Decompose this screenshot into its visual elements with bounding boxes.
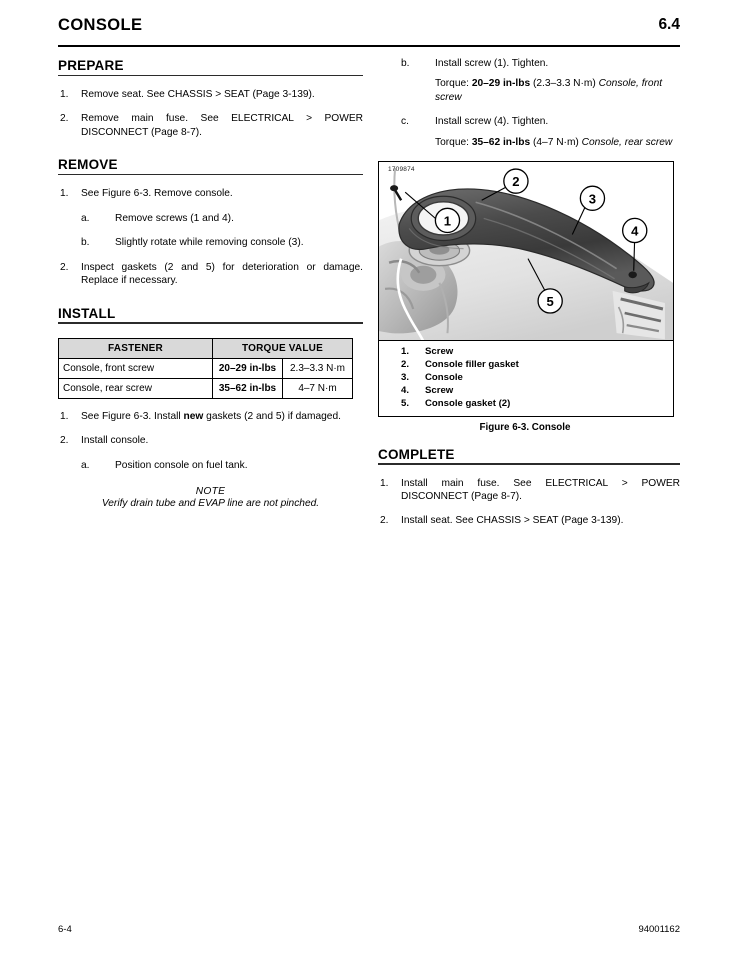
table-header-row <box>59 338 353 358</box>
legend-label: Console filler gasket <box>425 359 519 371</box>
list-item-text: Remove seat. See CHASSIS > SEAT (Page 3-139). <box>81 89 315 100</box>
torque-fastener-name: Console, front screw <box>435 78 663 103</box>
list-item <box>58 88 363 101</box>
svg-text:5: 5 <box>546 294 554 310</box>
note-block <box>58 486 363 509</box>
footer-page-number: 6-4 <box>58 924 72 935</box>
sub-list-marker: a. <box>81 459 90 471</box>
legend-item <box>379 345 673 358</box>
list-marker: 2. <box>380 515 389 527</box>
right-column <box>378 57 680 528</box>
cell-torque-imperial: 20–29 in-lbs <box>213 358 283 378</box>
section-number: 6.4 <box>658 16 680 33</box>
legend-item <box>379 384 673 397</box>
section-heading-rule <box>378 463 680 464</box>
svg-text:1: 1 <box>443 213 452 229</box>
note-body: Verify drain tube and EVAP line are not pinched. <box>101 497 320 509</box>
list-item-text: Remove main fuse. See ELECTRICAL > POWER DISCONNECT (Page 8-7). <box>81 113 363 138</box>
svg-text:4: 4 <box>631 223 639 239</box>
note-title: NOTE <box>195 485 226 497</box>
cell-torque-imperial: 35–62 in-lbs <box>213 378 283 398</box>
list-item <box>58 410 363 423</box>
sub-list-item-text: Remove screws (1 and 4). <box>115 212 234 224</box>
section-heading-remove-label: REMOVE <box>58 157 122 172</box>
legend-item <box>379 397 673 410</box>
torque-imperial-value: 35–62 in-lbs <box>471 136 531 148</box>
sub-list-item-text: Position console on fuel tank. <box>115 459 248 471</box>
legend-label: Screw <box>425 385 454 397</box>
figure-image-id: 1709874 <box>388 166 415 174</box>
section-heading-rule <box>58 75 363 76</box>
section-heading-prepare <box>58 57 363 77</box>
list-marker: 1. <box>60 89 69 100</box>
list-marker: 2. <box>60 435 69 447</box>
torque-value-table <box>58 338 353 399</box>
list-item-text: Install seat. See CHASSIS > SEAT (Page 3-139). <box>401 515 624 527</box>
section-heading-complete-label: COMPLETE <box>378 447 459 462</box>
figure-caption: Figure 6-3. Console <box>479 421 571 433</box>
column-header-fastener: FASTENER <box>59 338 213 358</box>
cell-torque-metric: 4–7 N·m <box>283 378 353 398</box>
list-item-text: See Figure 6-3. Install new gaskets (2 and 5) if damaged. <box>81 410 341 422</box>
svg-text:2: 2 <box>512 174 520 190</box>
list-item-text: Inspect gaskets (2 and 5) for deterioration or damage. Replace if necessary. <box>81 261 363 287</box>
torque-imperial-value: 20–29 in-lbs <box>471 78 531 90</box>
cell-fastener: Console, rear screw <box>59 378 213 398</box>
left-column <box>58 57 363 509</box>
sub-list-item-text: Install screw (4). Tighten. <box>435 116 549 128</box>
list-item <box>58 112 363 139</box>
sub-list-marker: b. <box>401 58 410 69</box>
sub-list-item <box>58 459 363 472</box>
legend-item <box>379 358 673 371</box>
list-item-text: Install console. <box>81 435 149 447</box>
torque-prefix: Torque: <box>435 78 472 90</box>
list-item <box>58 434 363 447</box>
torque-metric-value: (4–7 N·m) <box>530 136 582 148</box>
header-divider <box>58 45 680 47</box>
list-marker: 2. <box>60 261 69 273</box>
list-item <box>58 261 363 288</box>
legend-label: Screw <box>425 346 454 358</box>
list-item-text: See Figure 6-3. Remove console. <box>81 188 233 200</box>
section-heading-rule <box>58 322 363 323</box>
cell-fastener: Console, front screw <box>59 358 213 378</box>
legend-number: 2. <box>401 359 410 371</box>
sub-list-marker: b. <box>81 237 90 249</box>
legend-number: 4. <box>401 385 410 397</box>
list-item <box>58 187 363 200</box>
section-heading-rule <box>58 174 363 175</box>
torque-metric-value: (2.3–3.3 N·m) <box>530 78 599 90</box>
svg-text:3: 3 <box>588 191 597 207</box>
list-item <box>378 514 680 527</box>
figure-6-3 <box>378 161 674 416</box>
legend-item <box>379 371 673 384</box>
cell-torque-metric: 2.3–3.3 N·m <box>283 358 353 378</box>
page-title: CONSOLE <box>58 16 143 34</box>
list-marker: 1. <box>60 188 69 200</box>
table-row <box>59 358 353 378</box>
list-marker: 1. <box>60 410 69 422</box>
table-row <box>59 378 353 398</box>
sub-list-item <box>58 212 363 225</box>
torque-prefix: Torque: <box>435 136 472 148</box>
section-heading-install <box>58 305 363 325</box>
footer-document-number: 94001162 <box>638 924 680 935</box>
column-header-torque-value: TORQUE VALUE <box>213 338 353 358</box>
legend-label: Console gasket (2) <box>425 398 511 410</box>
sub-list-item <box>378 115 680 128</box>
legend-number: 1. <box>401 346 410 358</box>
figure-legend <box>379 340 673 415</box>
sub-list-item-text: Install screw (1). Tighten. <box>435 58 549 69</box>
section-heading-install-label: INSTALL <box>58 306 119 321</box>
torque-fastener-name: Console, rear screw <box>581 136 673 148</box>
legend-label: Console <box>425 372 463 384</box>
sub-list-item <box>378 57 680 70</box>
section-heading-complete <box>378 446 680 466</box>
console-illustration <box>379 162 673 340</box>
sub-list-item-text: Slightly rotate while removing console (3). <box>115 237 304 249</box>
sub-list-item <box>58 236 363 249</box>
figure-image <box>379 162 673 340</box>
sub-list-marker: c. <box>401 116 409 128</box>
legend-number: 5. <box>401 398 410 410</box>
torque-spec-line <box>378 77 680 104</box>
sub-list-marker: a. <box>81 212 90 224</box>
legend-number: 3. <box>401 372 410 384</box>
torque-spec-line <box>378 136 680 149</box>
section-heading-remove <box>58 156 363 176</box>
list-item <box>378 477 680 504</box>
list-marker: 1. <box>380 477 389 489</box>
section-heading-prepare-label: PREPARE <box>58 58 128 73</box>
list-item-text: Install main fuse. See ELECTRICAL > POWER DISCONNECT (Page 8-7). <box>401 477 680 502</box>
list-marker: 2. <box>60 113 69 125</box>
